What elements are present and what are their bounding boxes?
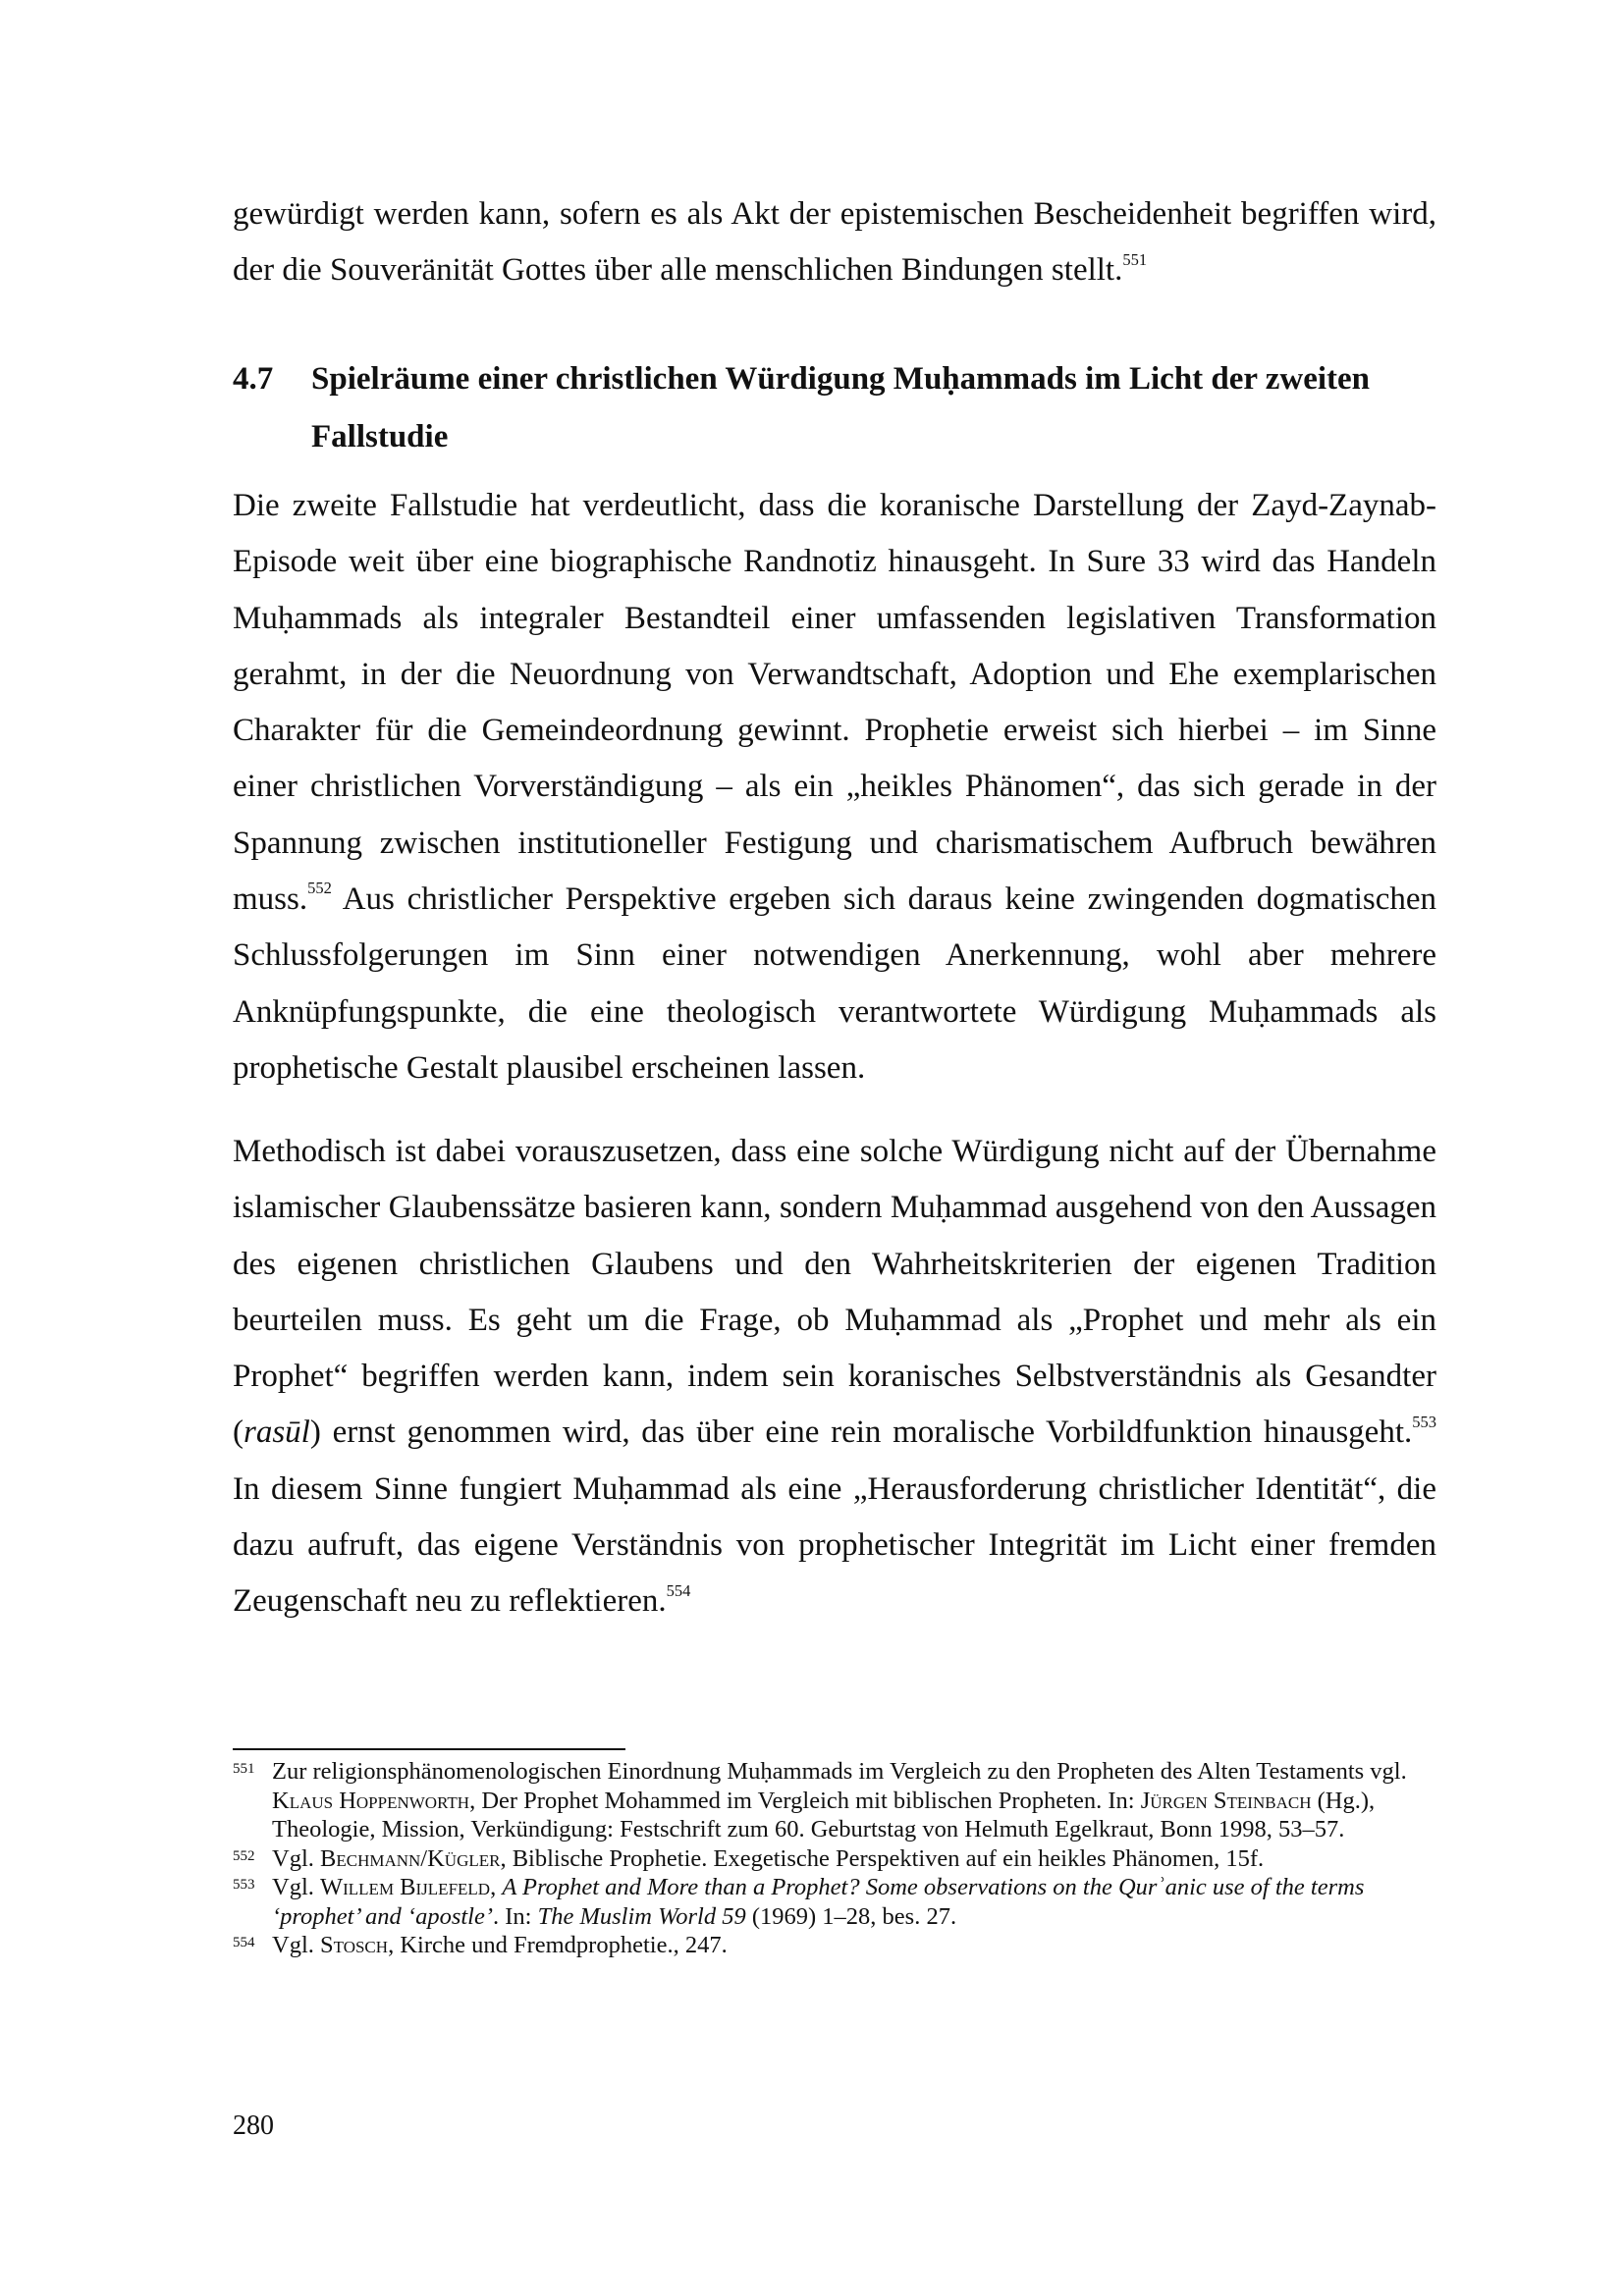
footnote-554-text: Vgl. (272, 1932, 320, 1958)
footnote-ref-553[interactable]: 553 (1412, 1412, 1436, 1431)
footnote-553-title: A Prophet and More than a Prophet? Some observations on the Qurʾanic use of the terms ‘prophet’ and ‘apostle’ (272, 1874, 1365, 1930)
section-title: Spielräume einer christlichen Würdigung Muḥammads im Licht der zweiten Fallstudie (311, 361, 1370, 454)
footnote-number-552: 552 (233, 1847, 255, 1864)
footnote-554 (233, 1931, 1436, 1960)
footnote-554-text-2: , Kirche und Fremdprophetie., 247. (388, 1932, 728, 1958)
paragraph-top-text: gewürdigt werden kann, sofern es als Akt der epistemischen Bescheidenheit begriffen wird, der die Souveränität Gottes über alle menschlichen Bindungen stellt. (233, 196, 1436, 289)
footnote-ref-552[interactable]: 552 (307, 879, 332, 898)
paragraph-2-part2: ) ernst genommen wird, das über eine rein moralische Vorbildfunktion hinausgeht. (309, 1415, 1413, 1451)
footnote-number-554: 554 (233, 1935, 255, 1950)
section-number: 4.7 (233, 361, 274, 397)
footnote-553 (233, 1873, 1436, 1931)
footnote-553-text: Vgl. (272, 1874, 320, 1900)
footnote-552 (233, 1844, 1436, 1874)
footnote-553-text-4: (1969) 1–28, bes. 27. (745, 1902, 957, 1930)
footnote-551-author-2: Jürgen Steinbach (1140, 1787, 1312, 1814)
footnote-552-text-2: , Biblische Prophetie. Exegetische Perspektiven auf ein heikles Phänomen, 15f. (500, 1844, 1265, 1872)
paragraph-1-part1: Die zweite Fallstudie hat verdeutlicht, dass die koranische Darstellung der Zayd-Zaynab-Episode weit über eine biographische Randnotiz hinausgeht. In Sure 33 wird das Handeln Muḥammads als integraler Bestandteil einer umfassenden legislativen Transformation gerahmt, in der die Neuordnung von Verwandtschaft, Adoption und Ehe exemplarischen Charakter für die Gemeindeordnung gewinnt. Prophetie erweist sich hierbei – im Sinne einer christlichen Vorverständigung – als ein „heikles Phänomen“, das sich gerade in der Spannung zwischen institutioneller Festigung und charismatischem Aufbruch bewähren muss. (233, 488, 1436, 918)
footnote-553-text-3: . In: (493, 1902, 538, 1930)
page-number: 280 (233, 2110, 274, 2141)
paragraph-2-part1: Methodisch ist dabei vorauszusetzen, dass eine solche Würdigung nicht auf der Übernahme islamischer Glaubenssätze basieren kann, sondern Muḥammad ausgehend von den Aussagen des eigenen christlichen Glaubens und den Wahrheitskriterien der eigenen Tradition beurteilen muss. Es geht um die Frage, ob Muḥammad als „Prophet und mehr als ein Prophet“ begriffen werden kann, indem sein koranisches Selbstverständnis als Gesandter ( (233, 1134, 1436, 1451)
paragraph-1 (233, 478, 1436, 1096)
footnotes-section (233, 1757, 1436, 1960)
footnote-553-journal: The Muslim World 59 (537, 1902, 746, 1930)
footnote-552-text: Vgl. (272, 1844, 320, 1872)
footnote-552-author: Bechmann/Kügler (320, 1844, 501, 1872)
footnote-551-text: Zur religionsphänomenologischen Einordnung Muḥammads im Vergleich zu den Propheten des Alten Testaments vgl. (272, 1758, 1407, 1785)
footnote-number-553: 553 (233, 1877, 255, 1893)
paragraph-1-part2: Aus christlicher Perspektive ergeben sich daraus keine zwingenden dogmatischen Schlussfolgerungen im Sinn einer notwendigen Anerkennung, wohl aber mehrere Anknüpfungspunkte, die eine theologisch verantwortete Würdigung Muḥammads als prophetische Gestalt plausibel erscheinen lassen. (233, 881, 1436, 1086)
footnote-551 (233, 1757, 1436, 1844)
footnote-553-author: Willem Bijlefeld (320, 1874, 491, 1900)
footnote-number-551: 551 (233, 1761, 255, 1777)
section-heading (233, 350, 1436, 466)
footnote-554-author: Stosch (320, 1932, 389, 1958)
footnote-553-text-2: , (490, 1874, 503, 1900)
footnote-551-text-3: (Hg.), Theologie, Mission, Verkündigung: Festschrift zum 60. Geburtstag von Helmuth Egelkraut, Bonn 1998, 53–57. (272, 1787, 1376, 1842)
footnote-separator (233, 1748, 625, 1750)
footnote-551-text-2: , Der Prophet Mohammed im Vergleich mit biblischen Propheten. In: (469, 1787, 1141, 1814)
footnote-551-author-1: Klaus Hoppenworth (272, 1787, 470, 1814)
italic-term-rasul: rasūl (244, 1415, 310, 1451)
paragraph-2-part3: In diesem Sinne fungiert Muḥammad als eine „Herausforderung christlicher Identität“, die dazu aufruft, das eigene Verständnis von prophetischer Integrität im Licht einer fremden Zeugenschaft neu zu reflektieren. (233, 1470, 1436, 1620)
footnote-ref-551[interactable]: 551 (1122, 249, 1148, 269)
footnote-ref-554[interactable]: 554 (666, 1580, 691, 1600)
paragraph-top (233, 187, 1436, 299)
paragraph-2 (233, 1124, 1436, 1630)
